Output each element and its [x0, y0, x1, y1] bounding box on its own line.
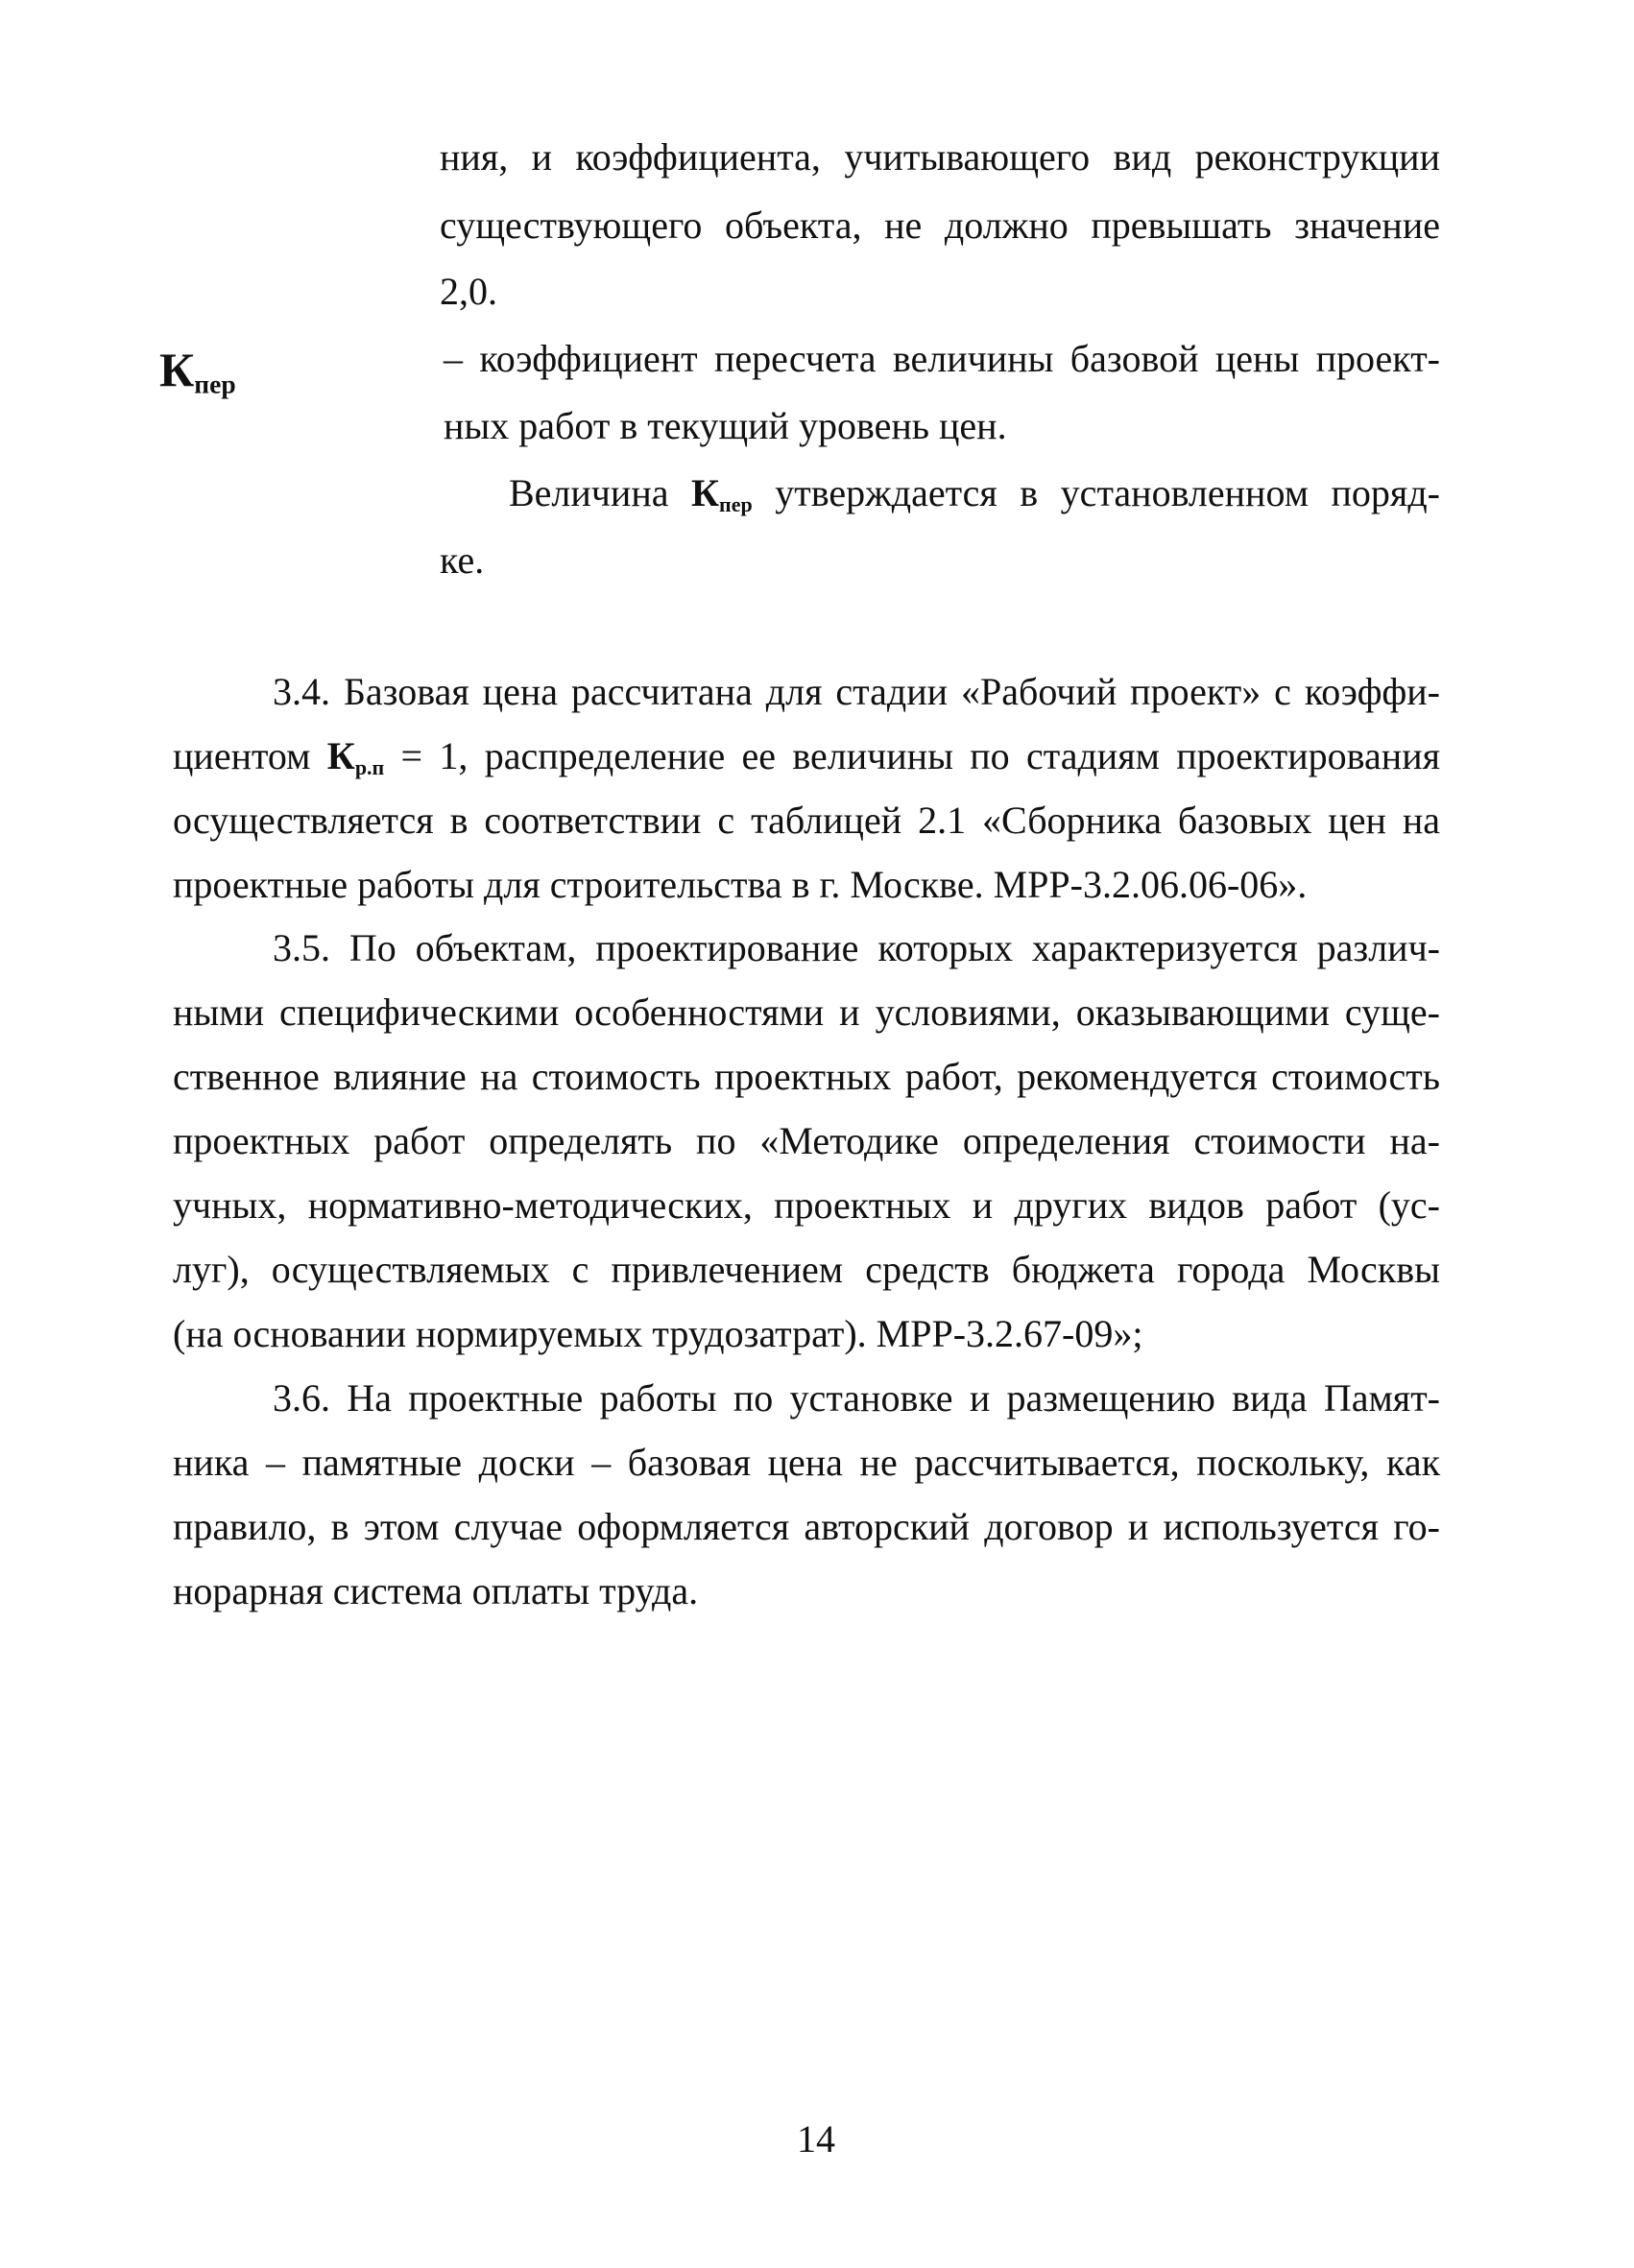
paragraph-3-6-line-4: норарная система оплаты труда. [173, 1569, 699, 1612]
paragraph-3-5-line-7: (на основании нормируемых трудозатрат). МРР-3.2.67-09»; [173, 1312, 1143, 1355]
definition-note-line-1: Величина $К_{пер}$ утверждается в установленном поряд- [509, 471, 1441, 517]
paragraph-3-4-line-2: циентом $К_{р.п} = 1$, распределение ее величины по стадиям проектирования [173, 734, 1440, 780]
coefficient-symbol-kper: $К_{пер}$ [159, 343, 236, 399]
definition-note-line-2: ке. [440, 538, 485, 582]
paragraph-3-4-line-4: проектные работы для строительства в г. Москве. МРР-3.2.06.06-06». [173, 863, 1308, 906]
continuation-line-1: ния, и коэффициента, учитывающего вид реконструкции [440, 135, 1440, 179]
paragraph-3-6-line-2: ника – памятные доски – базовая цена не рассчитывается, поскольку, как [173, 1441, 1440, 1484]
continuation-line-3: 2,0. [440, 270, 497, 313]
definition-line-1: – коэффициент пересчета величины базовой цены проект- [444, 337, 1440, 380]
paragraph-3-4-line-1: 3.4. Базовая цена рассчитана для стадии «Рабочий проект» с коэффи- [273, 670, 1440, 713]
continuation-line-2: существующего объекта, не должно превышать значение [440, 203, 1440, 247]
paragraph-3-5-line-5: учных, нормативно-методических, проектных и других видов работ (ус- [173, 1183, 1440, 1227]
paragraph-3-4-line-3: осуществляется в соответствии с таблицей 2.1 «Сборника базовых цен на [173, 799, 1440, 842]
definition-line-2: ных работ в текущий уровень цен. [444, 404, 1007, 447]
page-number: 14 [797, 2117, 835, 2161]
paragraph-3-5-line-2: ными специфическими особенностями и условиями, оказывающими суще- [173, 991, 1440, 1034]
paragraph-3-6-line-3: правило, в этом случае оформляется авторский договор и используется го- [173, 1505, 1440, 1548]
paragraph-3-5-line-1: 3.5. По объектам, проектирование которых характеризуется различ- [273, 926, 1440, 969]
paragraph-3-6-line-1: 3.6. На проектные работы по установке и размещению вида Памят- [273, 1376, 1440, 1420]
paragraph-3-5-line-6: луг), осуществляемых с привлечением средств бюджета города Москвы [173, 1248, 1440, 1291]
paragraph-3-5-line-3: ственное влияние на стоимость проектных работ, рекомендуется стоимость [173, 1055, 1440, 1098]
paragraph-3-5-line-4: проектных работ определять по «Методике определения стоимости на- [173, 1119, 1440, 1162]
